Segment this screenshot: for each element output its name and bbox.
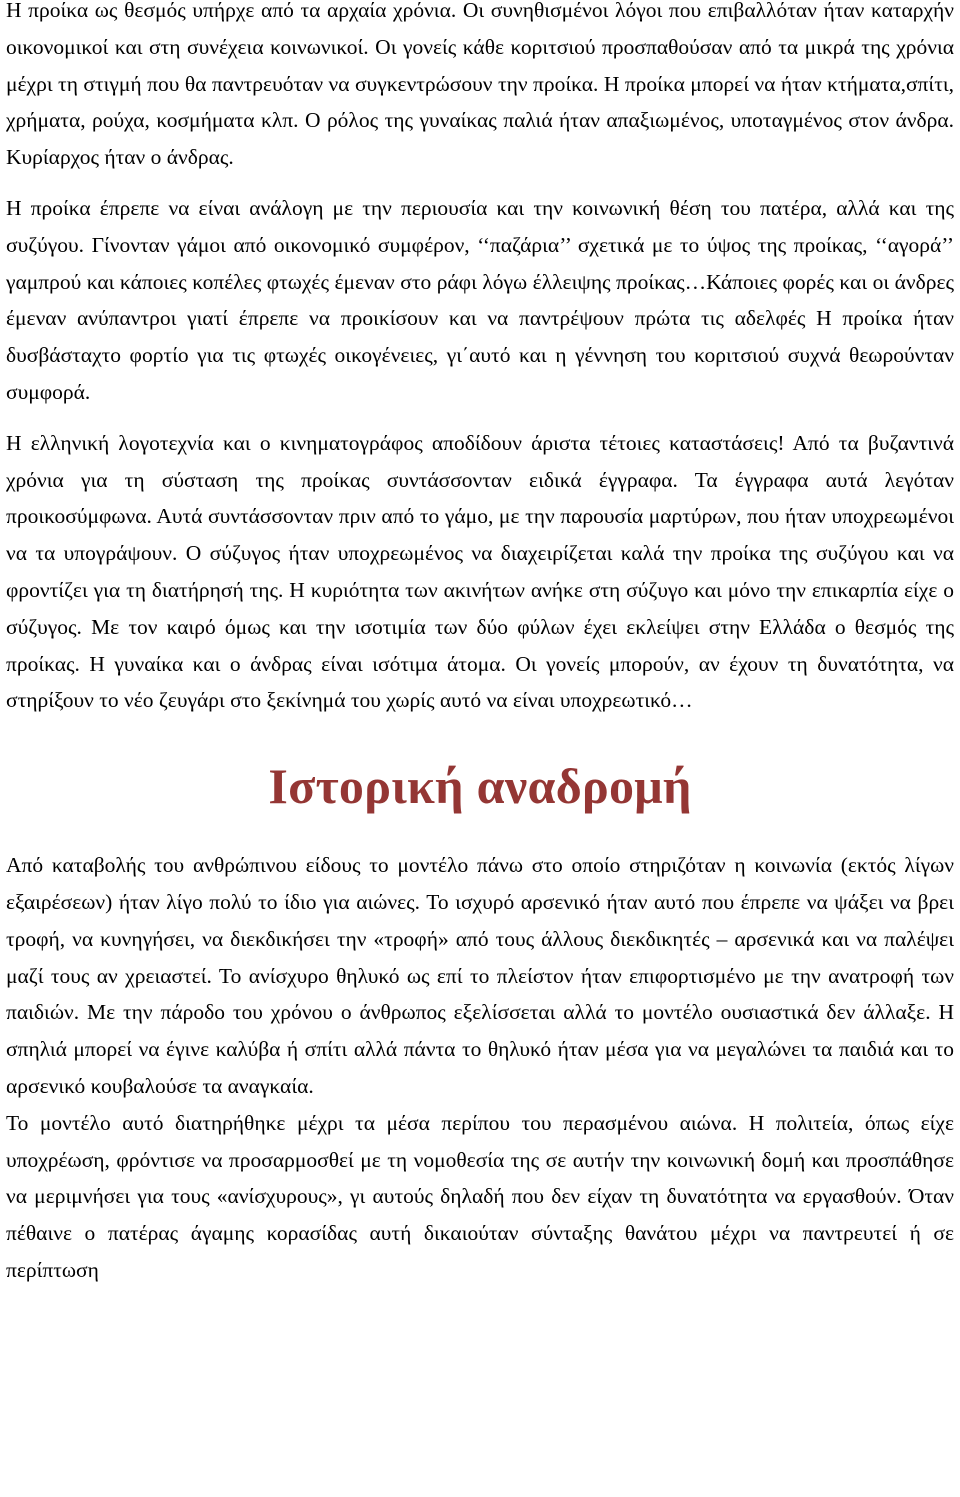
history-paragraph-2: Το μοντέλο αυτό διατηρήθηκε μέχρι τα μέσα περίπου του περασμένου αιώνα. Η πολιτεία, όπως είχε υποχρέωση, φρόντισε να προσαρμοσθεί με τη νομοθεσία της σε αυτήν την κοινωνική δομή και προσπάθησε να μεριμνήσει για τους «ανίσχυρους», γι αυτούς δηλαδή που δεν είχαν τη δυνατότητα να εργασθούν. Όταν πέθαινε ο πατέρας άγαμης κορασίδας αυτή δικαιούταν σύνταξης θανάτου μέχρι να παντρευτεί ή σε περίπτωση bbox=[6, 1110, 954, 1282]
intro-paragraph-2: Η προίκα έπρεπε να είναι ανάλογη με την περιουσία και την κοινωνική θέση του πατέρα, αλλά και της συζύγου. Γίνονταν γάμοι από οικονομικό συμφέρον, ‘‘παζάρια’’ σχετικά με το ύψος της προίκας, ‘‘αγορά’’ γαμπρού και κάποιες κοπέλες φτωχές έμεναν στο ράφι λόγω έλλειψης προίκας…Κάποιες φορές και οι άνδρες έμεναν ανύπαντροι γιατί έπρεπε να προικίσουν και να παντρέψουν πρώτα τις αδελφές Η προίκα ήταν δυσβάσταχτο φορτίο για τις φτωχές οικογένειες, γι΄αυτό και η γέννηση του κοριτσιού συχνά θεωρούνταν συμφορά. bbox=[6, 195, 954, 404]
section-heading: Ιστορική αναδρομή bbox=[268, 758, 692, 815]
intro-paragraph-3: Η ελληνική λογοτεχνία και ο κινηματογράφος αποδίδουν άριστα τέτοιες καταστάσεις! Από τα βυζαντινά χρόνια για τη σύσταση της προίκας συντάσσονταν ειδικά έγγραφα. Τα έγγραφα αυτά λεγόταν προικοσύμφωνα. Αυτά συντάσσονταν πριν από το γάμο, με την παρουσία μαρτύρων, που ήταν υποχρεωμένοι να τα υπογράψουν. Ο σύζυγος ήταν υποχρεωμένος να διαχειρίζεται καλά την προίκα της συζύγου και να φροντίζει για τη διατήρησή της. Η κυριότητα των ακινήτων ανήκε στη σύζυγο και μόνο την επικαρπία είχε ο σύζυγος. Με τον καιρό όμως και την ισοτιμία των δύο φύλων έχει εκλείψει στην Ελλάδα ο θεσμός της προίκας. Η γυναίκα και ο άνδρας είναι ισότιμα άτομα. Οι γονείς μπορούν, αν έχουν τη δυνατότητα, να στηρίξουν το νέο ζευγάρι στο ξεκίνημά του χωρίς αυτό να είναι υποχρεωτικό… bbox=[6, 430, 954, 713]
history-paragraph-1: Από καταβολής του ανθρώπινου είδους το μοντέλο πάνω στο οποίο στηριζόταν η κοινωνία (εκτός λίγων εξαιρέσεων) ήταν λίγο πολύ το ίδιο για αιώνες. Το ισχυρό αρσενικό ήταν αυτό που έπρεπε να ψάξει να βρει τροφή, να κυνηγήσει, να διεκδικήσει την «τροφή» από τους άλλους διεκδικητές – αρσενικά και να παλέψει μαζί τους αν χρειαστεί. Το ανίσχυρο θηλυκό ως επί το πλείστον ήταν επιφορτισμένο με την ανατροφή των παιδιών. Με την πάροδο του χρόνου ο άνθρωπος εξελίσσεται αλλά το μοντέλο ουσιαστικά δεν άλλαξε. Η σπηλιά μπορεί να έγινε καλύβα ή σπίτι αλλά πάντα το θηλυκό ήταν μέσα για να μεγαλώνει τα παιδιά και το αρσενικό κουβαλούσε τα αναγκαία. bbox=[6, 853, 954, 1098]
intro-paragraph-1: Η προίκα ως θεσμός υπήρχε από τα αρχαία χρόνια. Οι συνηθισμένοι λόγοι που επιβαλλόταν ήταν καταρχήν οικονομικοί και στη συνέχεια κοινωνικοί. Οι γονείς κάθε κοριτσιού προσπαθούσαν από τα μικρά της χρόνια μέχρι τη στιγμή που θα παντρευόταν να συγκεντρώσουν την προίκα. Η προίκα μπορεί να ήταν κτήματα,σπίτι, χρήματα, ρούχα, κοσμήματα κλπ. Ο ρόλος της γυναίκας παλιά ήταν απαξιωμένος, υποταγμένος στον άνδρα. Κυρίαρχος ήταν ο άνδρας. bbox=[6, 0, 954, 170]
document-page bbox=[6, 0, 954, 1289]
